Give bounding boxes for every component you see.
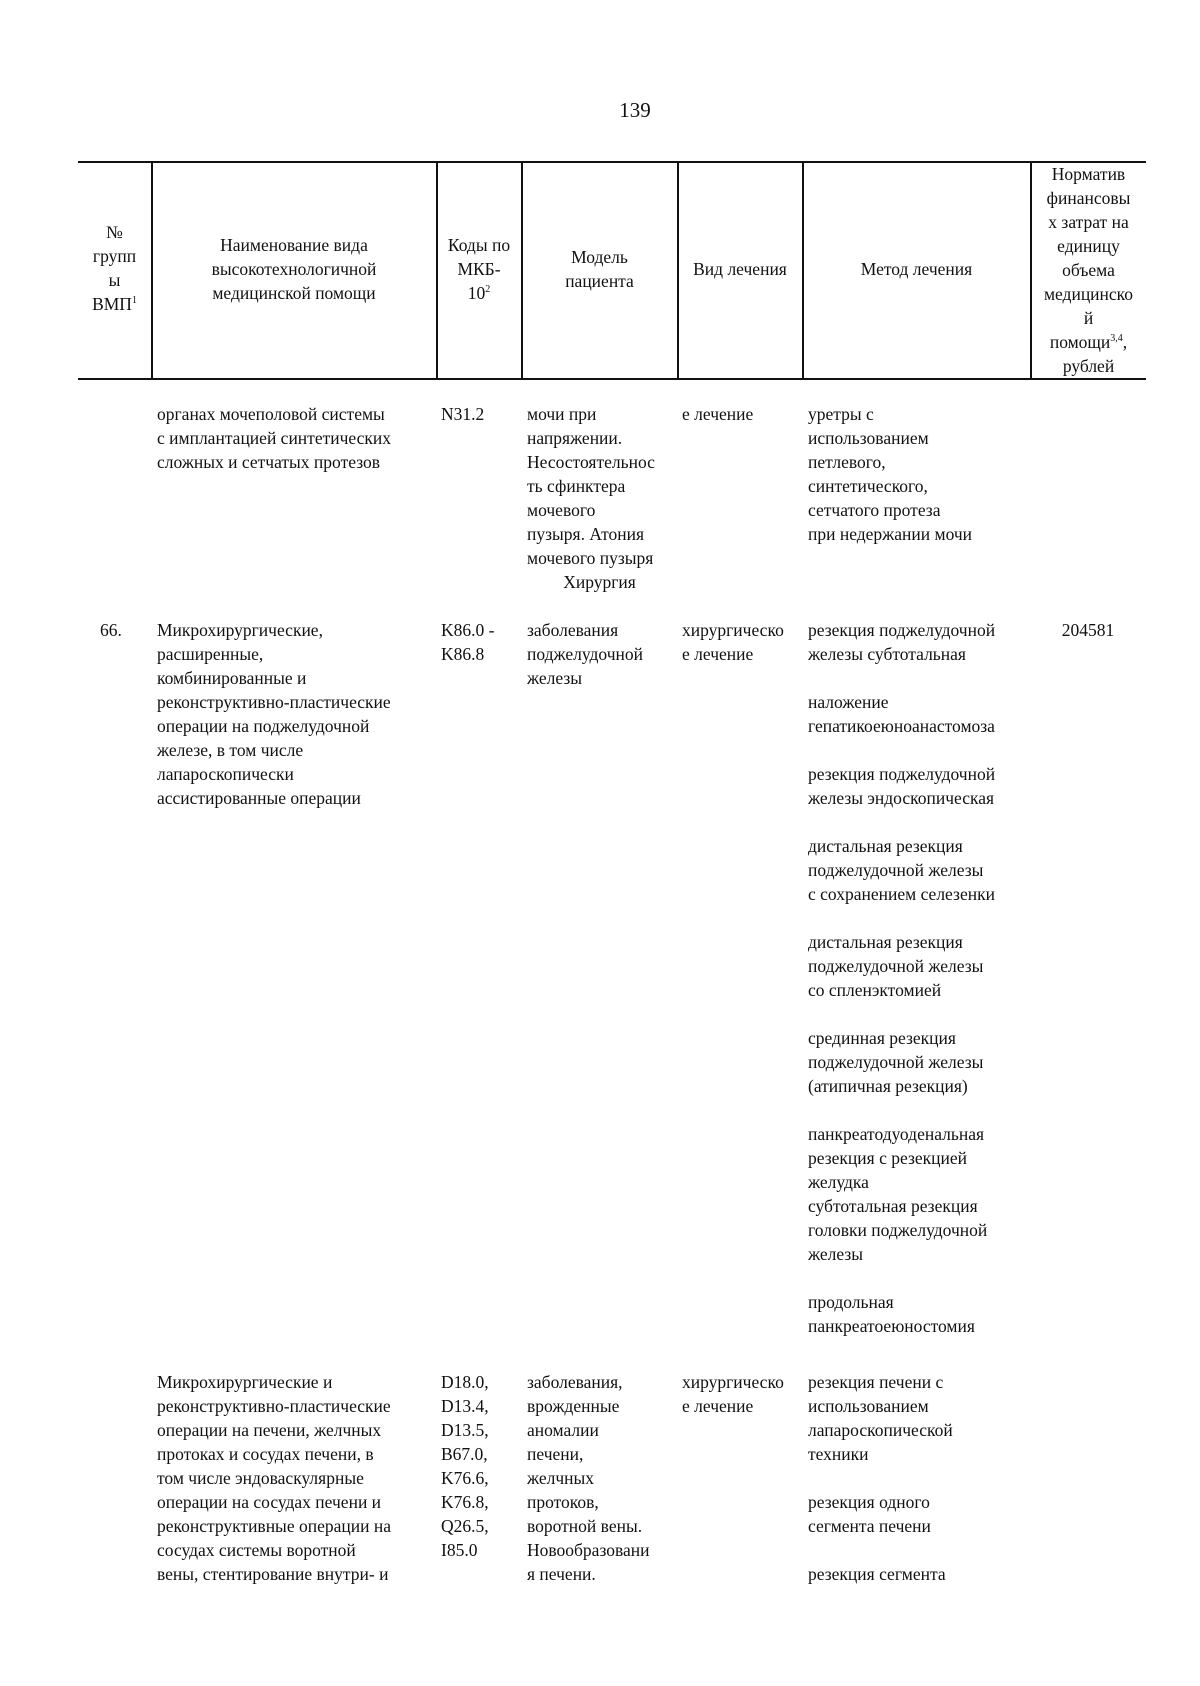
row-method-line: техники (808, 1444, 869, 1464)
row-icd-code-line: K76.8, (441, 1492, 489, 1512)
header-group-number: № групп ы ВМП$^1$ (92, 222, 137, 314)
row-patient-model-line: мочевого (527, 500, 596, 520)
row-treatment-line: е лечение (682, 404, 754, 424)
row-model-section: Хирургия (563, 572, 636, 592)
row-care-name-line: реконструктивные операции на (157, 1516, 391, 1536)
row-method-line: лапароскопической (808, 1420, 953, 1440)
row-method-line: петлевого, (808, 452, 886, 472)
row-method-line: головки поджелудочной (808, 1220, 988, 1240)
row-patient-model-line: железы (527, 668, 583, 688)
row-care-name-line: реконструктивно-пластические (157, 692, 391, 712)
row-treatment-line: е лечение (682, 1396, 754, 1416)
row-care-name-line: ассистированные операции (157, 788, 361, 808)
row-care-name-line: лапароскопически (157, 764, 294, 784)
row-method-line: железы субтотальная (808, 644, 966, 664)
row-patient-model-line: врожденные (527, 1396, 620, 1416)
row-icd-code-line: K86.0 - (441, 620, 495, 640)
row-method-line: резекция поджелудочной (808, 620, 996, 640)
row-treatment-line: хирургическо (682, 1372, 784, 1392)
row-method-line: резекция сегмента (808, 1564, 946, 1584)
row-patient-model-line: напряжении. (527, 428, 623, 448)
row-icd-code-line: Q26.5, (441, 1516, 489, 1536)
row-method-line: резекция поджелудочной (808, 764, 996, 784)
row-care-name-line: расширенные, (157, 644, 264, 664)
row-icd-code-line: I85.0 (441, 1540, 478, 1560)
row-icd-code-line: D18.0, (441, 1372, 489, 1392)
row-care-name-line: Микрохирургические, (157, 620, 323, 640)
row-icd-code-line: B67.0, (441, 1444, 488, 1464)
row-care-name-line: комбинированные и (157, 668, 307, 688)
row-care-name-line: железе, в том числе (157, 740, 304, 760)
row-method-line: с сохранением селезенки (808, 884, 995, 904)
row-care-name-line: сложных и сетчатых протезов (157, 452, 381, 472)
row-method-line: железы (808, 1244, 864, 1264)
row-care-name-line: реконструктивно-пластические (157, 1396, 391, 1416)
row-treatment-line: е лечение (682, 644, 754, 664)
row-care-name-line: сосудах системы воротной (157, 1540, 356, 1560)
row-method-line: дистальная резекция (808, 932, 963, 952)
row-care-name-line: операции на печени, желчных (157, 1420, 382, 1440)
row-patient-model-line: заболевания, (527, 1372, 623, 1392)
header-financial-norm: Норматив финансовы х затрат на единицу объема медицинско й помощи$^{3,4}$, рублей (1043, 164, 1134, 376)
row-patient-model-line: желчных (527, 1468, 595, 1488)
row-method-line: синтетического, (808, 476, 928, 496)
row-patient-model-line: печени, (527, 1444, 584, 1464)
row-method-line: поджелудочной железы (808, 1052, 984, 1072)
row-method-line: резекция печени с (808, 1372, 944, 1392)
row-care-name-line: операции на поджелудочной (157, 716, 370, 736)
row-care-name-line: операции на сосудах печени и (157, 1492, 382, 1512)
row-method-line: резекция одного (808, 1492, 930, 1512)
row-method-line: поджелудочной железы (808, 956, 984, 976)
row-care-name-line: Микрохирургические и (157, 1372, 333, 1392)
row-method-line: сетчатого протеза (808, 500, 941, 520)
row-icd-code-line: D13.4, (441, 1396, 489, 1416)
row-method-line: панкреатодуоденальная (808, 1124, 985, 1144)
row-method-line: дистальная резекция (808, 836, 963, 856)
row-financial-norm: 204581 (1061, 620, 1115, 640)
row-care-name-line: с имплантацией синтетических (157, 428, 391, 448)
row-patient-model-line: протоков, (527, 1492, 599, 1512)
row-method-line: желудка (808, 1172, 869, 1192)
row-care-name-line: протоках и сосудах печени, в (157, 1444, 374, 1464)
row-care-name-line: органах мочеполовой системы (157, 404, 385, 424)
row-method-line: использованием (808, 1396, 929, 1416)
row-method-line: (атипичная резекция) (808, 1076, 968, 1096)
header-care-name: Наименование вида высокотехнологичной медицинской помощи (211, 235, 377, 303)
row-patient-model-line: мочи при (527, 404, 597, 424)
row-patient-model-line: воротной вены. (527, 1516, 643, 1536)
row-method-line: панкреатоеюностомия (808, 1316, 975, 1336)
row-patient-model-line: поджелудочной (527, 644, 644, 664)
row-method-line: субтотальная резекция (808, 1196, 978, 1216)
row-method-line: поджелудочной железы (808, 860, 984, 880)
row-patient-model-line: мочевого пузыря (527, 548, 654, 568)
row-method-line: железы эндоскопическая (808, 788, 995, 808)
row-method-line: сегмента печени (808, 1516, 931, 1536)
row-method-line: уретры с (808, 404, 874, 424)
row-patient-model-line: пузыря. Атония (527, 524, 645, 544)
row-patient-model-line: Новообразовани (527, 1540, 650, 1560)
row-care-name-line: том числе эндоваскулярные (157, 1468, 364, 1488)
table-header-rule (78, 378, 1146, 380)
row-method-line: при недержании мочи (808, 524, 973, 544)
header-icd-codes: Коды по МКБ- $10^2$ (447, 235, 511, 303)
header-treatment-method: Метод лечения (860, 259, 973, 279)
header-treatment-type: Вид лечения (693, 259, 787, 279)
row-patient-model-line: аномалии (527, 1420, 599, 1440)
row-method-line: наложение (808, 692, 889, 712)
row-method-line: срединная резекция (808, 1028, 956, 1048)
row-icd-code-line: K76.6, (441, 1468, 489, 1488)
row-icd-code-line: N31.2 (441, 404, 485, 424)
row-icd-code-line: D13.5, (441, 1420, 489, 1440)
row-method-line: использованием (808, 428, 929, 448)
row-treatment-line: хирургическо (682, 620, 784, 640)
row-method-line: со спленэктомией (808, 980, 942, 1000)
row-method-line: резекция с резекцией (808, 1148, 967, 1168)
row-care-name-line: вены, стентирование внутри- и (157, 1564, 389, 1584)
row-method-line: гепатикоеюноанастомоза (808, 716, 995, 736)
row-patient-model-line: я печени. (527, 1564, 596, 1584)
row-number: 66. (100, 620, 122, 640)
row-method-line: продольная (808, 1292, 894, 1312)
row-patient-model-line: заболевания (527, 620, 619, 640)
row-patient-model-line: Несостоятельнос (527, 452, 655, 472)
page-number: 139 (619, 98, 651, 122)
table-top-rule (78, 161, 1146, 163)
header-patient-model: Модель пациента (565, 247, 634, 291)
row-patient-model-line: ть сфинктера (527, 476, 626, 496)
row-icd-code-line: K86.8 (441, 644, 485, 664)
